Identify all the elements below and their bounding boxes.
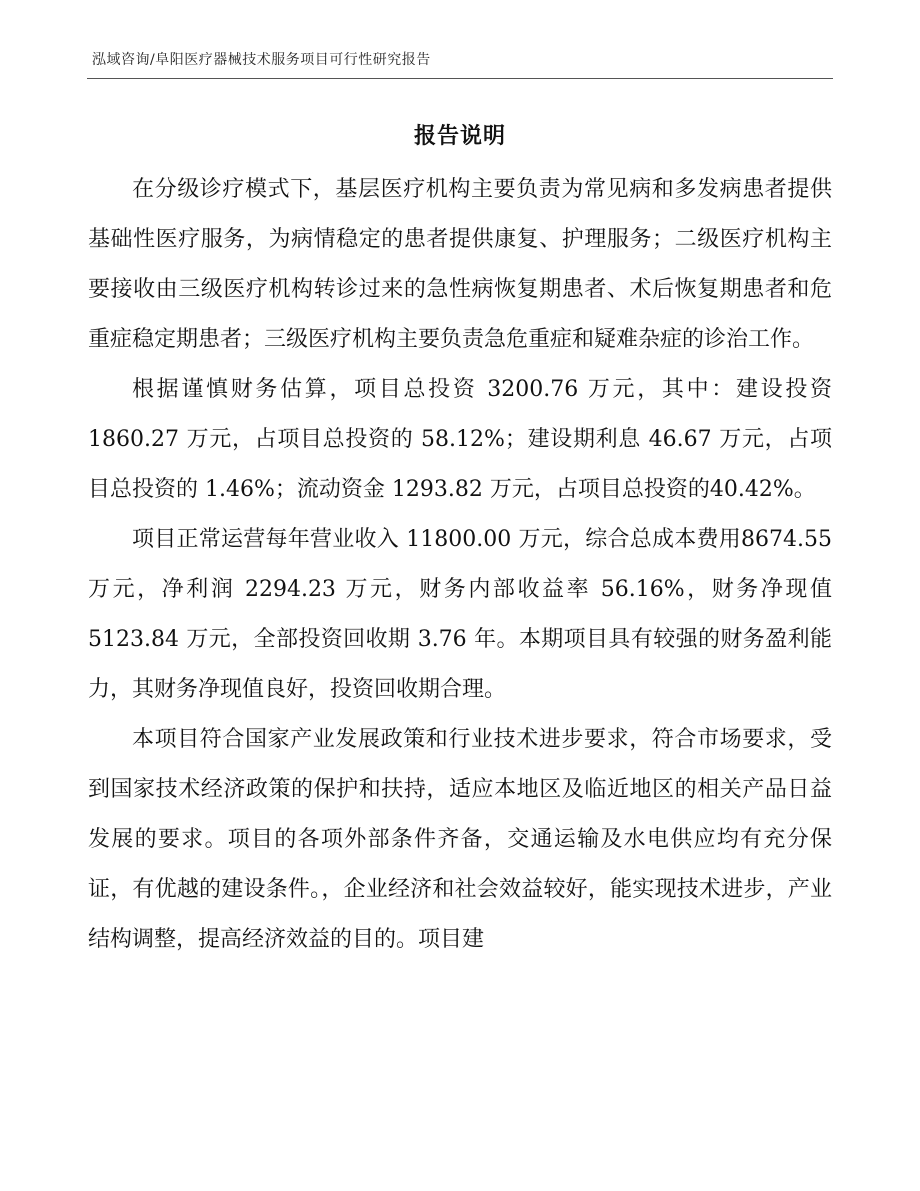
paragraph-policy-conditions: 本项目符合国家产业发展政策和行业技术进步要求，符合市场要求，受到国家技术经济政策的保护和扶持，适应本地区及临近地区的相关产品日益发展的要求。项目的各项外部条件齐备，交通运输及水电供应均有充分保证，有优越的建设条件。，企业经济和社会效益较好，能实现技术进步，产业结构调整，提高经济效益的目的。项目建 <box>88 727 832 952</box>
header-divider <box>87 78 833 79</box>
running-header: 泓域咨询/阜阳医疗器械技术服务项目可行性研究报告 <box>92 52 431 68</box>
paragraph-tiered-care: 在分级诊疗模式下，基层医疗机构主要负责为常见病和多发病患者提供基础性医疗服务，为病情稳定的患者提供康复、护理服务；二级医疗机构主要接收由三级医疗机构转诊过来的急性病恢复期患者、术后恢复期患者和危重症稳定期患者；三级医疗机构主要负责急危重症和疑难杂症的诊治工作。 <box>88 177 832 352</box>
report-body <box>88 165 832 965</box>
paragraph-investment: 根据谨慎财务估算，项目总投资 3200.76 万元，其中：建设投资1860.27 万元，占项目总投资的 58.12%；建设期利息 46.67 万元，占项目总投资的 1.46%；流动资金 1293.82 万元，占项目总投资的40.42%。 <box>88 377 832 502</box>
paragraph-financials: 项目正常运营每年营业收入 11800.00 万元，综合总成本费用8674.55 万元，净利润 2294.23 万元，财务内部收益率 56.16%，财务净现值 5123.84 万元，全部投资回收期 3.76 年。本期项目具有较强的财务盈利能力，其财务净现值良好，投资回收期合理。 <box>88 527 832 702</box>
section-title: 报告说明 <box>413 123 506 149</box>
